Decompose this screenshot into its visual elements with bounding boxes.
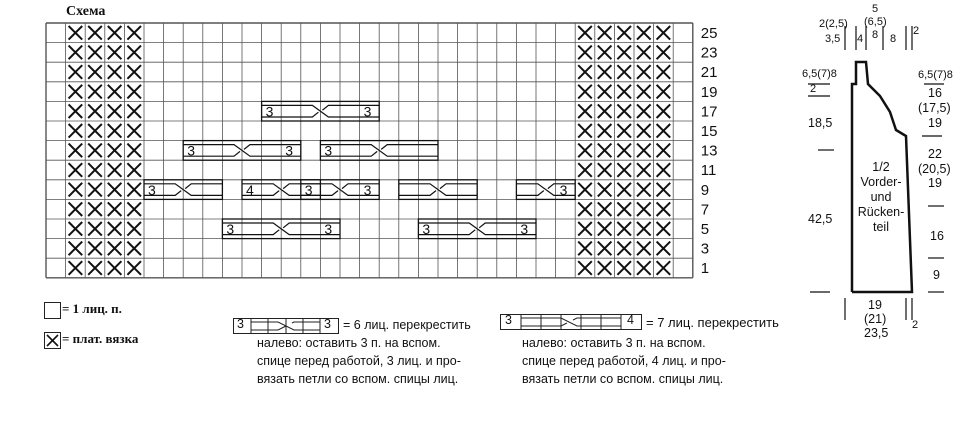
cable6-line-2: налево: оставить 3 п. на вспом. bbox=[257, 336, 441, 350]
dim-bottom-21: (21) bbox=[864, 312, 887, 326]
dim-top-5: 5 bbox=[872, 3, 879, 15]
cable-count: 3 bbox=[187, 142, 195, 159]
cable-count: 3 bbox=[324, 221, 333, 237]
cable-count: 3 bbox=[265, 103, 274, 120]
knit-symbol bbox=[44, 302, 61, 319]
dim-left-185: 18,5 bbox=[808, 116, 833, 130]
cable6-left-count: 3 bbox=[237, 317, 244, 331]
dim-right-175: (17,5) bbox=[918, 101, 951, 115]
piece-label-4: Rücken- bbox=[857, 205, 905, 219]
cable-count: 3 bbox=[324, 142, 333, 159]
cable6-symbol bbox=[233, 318, 339, 334]
piece-label-5: teil bbox=[873, 220, 889, 234]
cable6-line-1: = 6 лиц. перекрестить bbox=[343, 318, 471, 332]
dim-bottom-2: 2 bbox=[912, 319, 919, 331]
piece-label-3: und bbox=[870, 190, 892, 204]
cable-count: 3 bbox=[422, 221, 431, 237]
dim-left-425: 42,5 bbox=[808, 212, 833, 226]
dim-right-22: 22 bbox=[928, 147, 942, 161]
dim-left-65: 6,5(7)8 bbox=[802, 68, 837, 80]
row-number: 1 bbox=[700, 260, 710, 278]
row-number: 17 bbox=[700, 103, 718, 121]
cable-count: 3 bbox=[226, 221, 235, 237]
row-number: 13 bbox=[700, 142, 718, 160]
cable-count: 3 bbox=[304, 181, 313, 198]
dim-right-19: 19 bbox=[928, 116, 942, 130]
row-number: 21 bbox=[700, 64, 718, 82]
dim-right-205: (20,5) bbox=[918, 162, 951, 176]
dim-left-2: 2 bbox=[810, 83, 817, 95]
cable-count: 3 bbox=[559, 181, 568, 198]
chart-title: Схема bbox=[66, 4, 106, 19]
legend-purl-text: = плат. вязка bbox=[62, 331, 139, 346]
cable6-right-count: 3 bbox=[324, 317, 331, 331]
row-number: 25 bbox=[700, 25, 718, 42]
cable-strand bbox=[381, 145, 438, 150]
row-number: 9 bbox=[700, 181, 710, 199]
piece-label bbox=[846, 160, 916, 235]
cable-count: 3 bbox=[363, 103, 372, 120]
dim-right-16: 16 bbox=[928, 86, 942, 100]
row-number: 11 bbox=[700, 162, 717, 180]
cable6-line-4: вязать петли со вспом. спицы лиц. bbox=[257, 372, 459, 386]
dim-right-19b: 19 bbox=[928, 176, 942, 190]
row-number: 23 bbox=[700, 44, 718, 62]
dim-bottom-19: 19 bbox=[868, 298, 882, 312]
dim-top-8: 8 bbox=[890, 33, 897, 45]
dim-top-4: 4 bbox=[857, 33, 864, 45]
cable7-line-4: вязать петли со вспом. спицы лиц. bbox=[522, 372, 724, 386]
cable-count: 3 bbox=[148, 181, 156, 198]
piece-label-2: Vorder- bbox=[860, 175, 902, 189]
cable-strand bbox=[283, 184, 320, 189]
cable-count: 3 bbox=[520, 221, 529, 237]
purl-symbol bbox=[44, 332, 61, 349]
dim-top-8b: 8 bbox=[872, 29, 879, 41]
cable-strand bbox=[399, 191, 436, 196]
row-number: 15 bbox=[700, 123, 718, 140]
cable-strand bbox=[342, 184, 379, 189]
cable7-line-2: налево: оставить 3 п. на вспом. bbox=[522, 336, 706, 350]
row-number: 5 bbox=[700, 221, 710, 238]
legend-knit-text: = 1 лиц. п. bbox=[62, 301, 122, 316]
dim-right-16b: 16 bbox=[930, 229, 944, 243]
dim-bottom-235: 23,5 bbox=[864, 326, 889, 340]
cable7-left-count: 3 bbox=[505, 313, 512, 327]
cable7-line-3: спице перед работой, 4 лиц. и про- bbox=[522, 354, 726, 368]
cable7-symbol bbox=[500, 314, 642, 330]
piece-label-1: 1/2 bbox=[872, 160, 890, 174]
dim-top-left-a: 2(2,5) bbox=[819, 18, 848, 30]
cable-count: 3 bbox=[285, 142, 293, 159]
cable7-line-1: = 7 лиц. перекрестить bbox=[646, 315, 779, 330]
dim-right-9: 9 bbox=[933, 268, 940, 282]
dim-top-65: (6,5) bbox=[864, 16, 887, 28]
cable6-line-3: спице перед работой, 3 лиц. и про- bbox=[257, 354, 461, 368]
row-number: 19 bbox=[700, 83, 718, 101]
row-number: 3 bbox=[700, 240, 710, 258]
cable-strand bbox=[516, 191, 543, 196]
row-number: 7 bbox=[700, 201, 710, 219]
dim-top-left-b: 3,5 bbox=[825, 33, 841, 45]
cable-strand bbox=[185, 184, 222, 189]
dim-top-2: 2 bbox=[913, 25, 920, 37]
cable-count: 3 bbox=[363, 181, 372, 198]
cable-count: 4 bbox=[246, 181, 254, 198]
cable-strand bbox=[440, 184, 477, 189]
cable7-right-count: 4 bbox=[627, 313, 634, 327]
dim-right-65: 6,5(7)8 bbox=[918, 69, 953, 81]
